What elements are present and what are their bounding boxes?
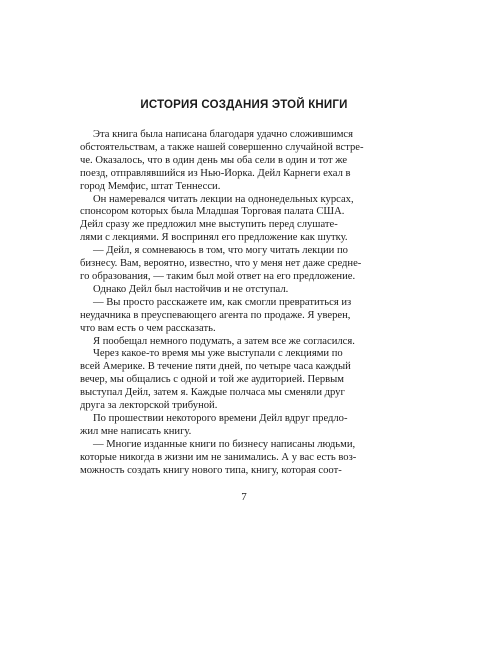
text-line: — Дейл, я сомневаюсь в том, что могу читать лекции по — [93, 245, 348, 257]
paragraph — [80, 348, 408, 413]
text-line: лями с лекциями. Я воспринял его предложение как шутку. — [80, 232, 348, 244]
text-line: поезд, отправлявшийся из Нью-Йорка. Дейл Карнеги ехал в — [80, 167, 351, 179]
text-line: Он намеревался читать лекции на однонедельных курсах, — [93, 193, 354, 205]
paragraph — [80, 297, 408, 336]
paragraph — [80, 439, 408, 478]
chapter-body — [80, 129, 408, 477]
text-line: Дейл сразу же предложил мне выступить перед слушате- — [80, 219, 338, 231]
text-line: Эта книга была написана благодаря удачно сложившимся — [93, 129, 354, 140]
text-line: город Мемфис, штат Теннесси. — [80, 180, 221, 192]
book-page — [80, 98, 408, 503]
text-line: обстоятельствам, а также нашей совершенно случайной встре- — [80, 141, 364, 153]
text-line: всей Америке. В течение пяти дней, по четыре часа каждый — [80, 361, 351, 373]
text-line: — Многие изданные книги по бизнесу написаны людьми, — [93, 438, 356, 450]
page-number: 7 — [241, 491, 247, 504]
text-line: вечер, мы общались с одной и той же аудиторией. Первым — [80, 374, 344, 386]
text-line: что вам есть о чем рассказать. — [80, 322, 216, 334]
paragraph — [80, 413, 408, 439]
chapter-title: ИСТОРИЯ СОЗДАНИЯ ЭТОЙ КНИГИ — [140, 99, 348, 111]
text-line: — Вы просто расскажете им, как смогли превратиться из — [93, 296, 352, 308]
paragraph — [80, 129, 408, 194]
text-line: друга за лекторской трибуной. — [80, 400, 218, 412]
text-line: Через какое-то время мы уже выступали с лекциями по — [93, 348, 343, 360]
text-line: спонсором которых была Младшая Торговая палата США. — [80, 206, 345, 218]
text-line: Я пообещал немного подумать, а затем все же согласился. — [93, 335, 355, 347]
text-line: бизнесу. Вам, вероятно, известно, что у меня нет даже средне- — [80, 258, 362, 270]
text-line: выступал Дейл, затем я. Каждые полчаса мы сменяли друг — [80, 387, 345, 399]
paragraph — [80, 284, 408, 297]
text-line: жил мне написать книгу. — [80, 425, 192, 437]
paragraph — [80, 194, 408, 246]
text-line: Однако Дейл был настойчив и не отступал. — [93, 283, 289, 295]
text-line: можность создать книгу нового типа, книгу, которая соот- — [80, 464, 342, 476]
text-line: че. Оказалось, что в один день мы оба сели в один и тот же — [80, 154, 348, 166]
text-line: неудачника в преуспевающего агента по продаже. Я уверен, — [80, 309, 351, 321]
text-line: По прошествии некоторого времени Дейл вдруг предло- — [93, 412, 348, 424]
paragraph — [80, 336, 408, 349]
text-line: которые никогда в жизни им не занимались. А у вас есть воз- — [80, 451, 357, 463]
paragraph — [80, 245, 408, 284]
text-line: го образования, — таким был мой ответ на его предложение. — [80, 270, 356, 282]
